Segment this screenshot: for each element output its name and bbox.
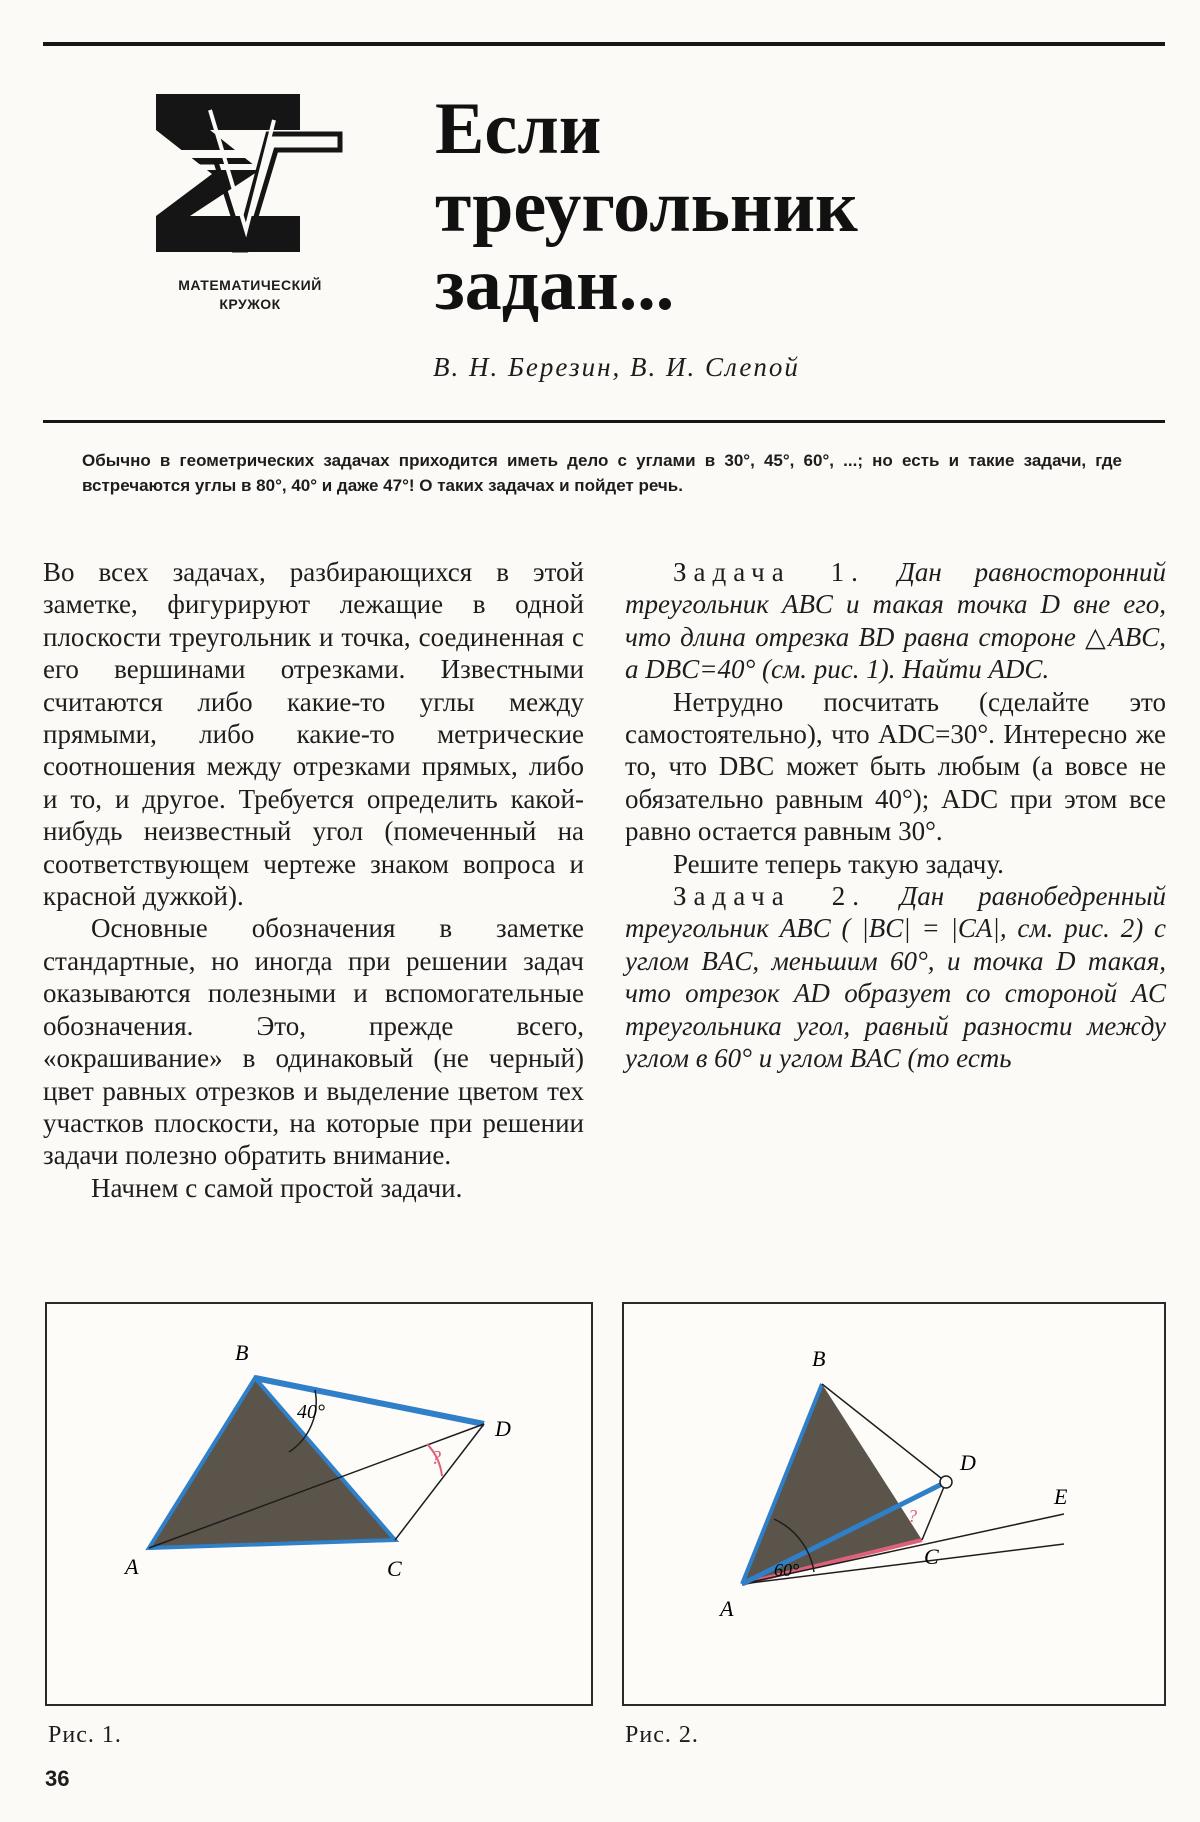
task2-label: Задача 2.	[673, 881, 866, 912]
mid-rule	[43, 420, 1165, 423]
left-column	[43, 556, 584, 1204]
figure-1-caption: Рис. 1.	[48, 1722, 122, 1748]
fig2-label-e: E	[1054, 1484, 1068, 1509]
start-paragraph: Начнем с самой простой задачи.	[91, 1172, 463, 1203]
fig2-label-b: B	[812, 1346, 826, 1371]
task2-paragraph	[625, 880, 1166, 1074]
fig1-label-b: B	[235, 1340, 249, 1365]
fig1-question-label: ?	[431, 1447, 441, 1469]
article-authors: В. Н. Березин, В. И. Слепой	[433, 352, 800, 382]
logo-caption: МАТЕМАТИЧЕСКИЙ КРУЖОК	[178, 277, 322, 312]
fig2-label-d: D	[960, 1450, 976, 1475]
figure-1	[45, 1302, 593, 1706]
article-title: Если треугольник задан...	[435, 88, 858, 326]
task1-label: Задача 1.	[673, 557, 865, 587]
page-number: 36	[45, 1766, 70, 1791]
fig1-angle-label: 40°	[297, 1401, 325, 1423]
task1-text: Дан равносторонний треугольник ABC и такая точка D вне его, что длина отрезка BD равна стороне △ABC, а DBC=40° (см. рис. 1). Найти ADC.	[625, 557, 1167, 685]
fig1-label-d: D	[495, 1416, 511, 1441]
top-rule	[43, 42, 1165, 46]
figure-2-caption: Рис. 2.	[625, 1722, 699, 1748]
fig1-label-a: A	[125, 1554, 139, 1579]
intro-paragraph: Во всех задачах, разбирающихся в этой заметке, фигурируют лежащие в одной плоскости треугольник и точка, соединенная с его вершинами отрезками. Известными считаются либо какие-то углы между прямыми, либо какие-то метрические соотношения между отрезками прямых, либо и то, и другое. Требуется определить какой-нибудь неизвестный угол (помеченный на соответствующем чертеже знаком вопроса и красной дужкой).	[43, 557, 584, 912]
right-column	[625, 556, 1166, 1075]
lead-paragraph: Обычно в геометрических задачах приходится иметь дело с углами в 30°, 45°, 60°, ...; но есть и такие задачи, где встречаются углы в 80°, 40° и даже 47°! О таких задачах и пойдет речь.	[82, 451, 1122, 495]
notation-paragraph: Основные обозначения в заметке стандартные, но иногда при решении задач оказываются полезными и вспомогательные обозначения. Это, прежде всего, «окрашивание» в одинаковый (не черный) цвет равных отрезков и выделение цветом тех участков плоскости, на которые при решении задачи полезно обратить внимание.	[43, 913, 584, 1171]
fig2-angle-label: 60°	[774, 1560, 800, 1580]
math-circle-logo	[150, 90, 350, 265]
fig2-question-label: ?	[908, 1506, 917, 1526]
fig2-label-a: A	[720, 1596, 734, 1621]
figure-2	[622, 1302, 1166, 1706]
fig1-label-c: C	[387, 1556, 402, 1581]
task1-solution: Нетрудно посчитать (сделайте это самостоятельно), что ADC=30°. Интересно же то, что DBC может быть любым (а вовсе не обязательно равным 40°); ADC при этом все равно остается равным 30°.	[625, 686, 1166, 847]
task1-paragraph	[625, 556, 1166, 686]
try-this-paragraph: Решите теперь такую задачу.	[673, 848, 1004, 879]
fig2-label-c: C	[924, 1544, 939, 1569]
task2-text: Дан равнобедренный треугольник ABC ( |BC| = |CA|, см. рис. 2) с углом BAC, меньшим 60°, и точка D такая, что отрезок AD образует со стороной AC треугольника угол, равный разности между углом в 60° и углом BAC (то есть	[625, 881, 1166, 1074]
